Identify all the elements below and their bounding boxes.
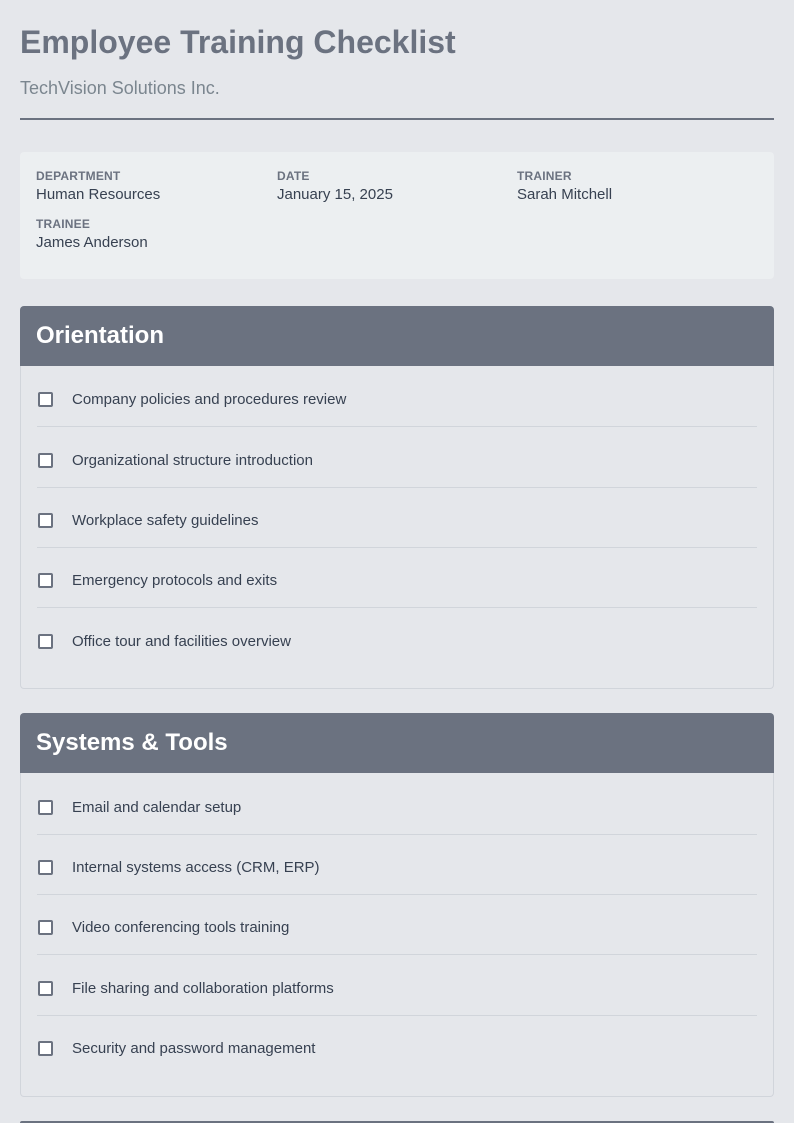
- department-field: [36, 169, 266, 204]
- checkbox[interactable]: [38, 860, 53, 875]
- section-title: Orientation: [36, 322, 165, 349]
- section-systems-tools: [20, 713, 774, 1097]
- checkbox[interactable]: [38, 573, 53, 588]
- department-value: Human Resources: [36, 186, 161, 203]
- trainer-value: Sarah Mitchell: [517, 186, 613, 203]
- trainer-field: [517, 169, 747, 204]
- document-title: Employee Training Checklist: [20, 24, 456, 60]
- trainee-label: TRAINEE: [36, 217, 91, 231]
- checklist-item-label: Emergency protocols and exits: [72, 572, 278, 589]
- checklist: [20, 773, 774, 1097]
- section-header: [20, 713, 774, 773]
- date-value: January 15, 2025: [277, 186, 393, 203]
- checklist-item[interactable]: [37, 366, 757, 427]
- checkbox[interactable]: [38, 453, 53, 468]
- section-header: [20, 306, 774, 366]
- company-name: TechVision Solutions Inc.: [20, 78, 220, 98]
- trainee-field: [36, 217, 266, 252]
- checklist-item[interactable]: [37, 1015, 757, 1075]
- trainer-label: TRAINER: [517, 169, 572, 183]
- checkbox[interactable]: [38, 513, 53, 528]
- checkbox[interactable]: [38, 981, 53, 996]
- checklist-item[interactable]: [37, 894, 757, 955]
- checklist-item[interactable]: [37, 955, 757, 1016]
- checklist: [20, 366, 774, 689]
- department-label: DEPARTMENT: [36, 169, 121, 183]
- checklist-item[interactable]: [37, 774, 757, 835]
- checkbox[interactable]: [38, 800, 53, 815]
- checklist-item[interactable]: [37, 834, 757, 895]
- trainee-info-panel: [20, 152, 774, 279]
- title-divider: [20, 118, 774, 120]
- checkbox[interactable]: [38, 392, 53, 407]
- checklist-item[interactable]: [37, 427, 757, 488]
- checklist-item[interactable]: [37, 487, 757, 548]
- checklist-item-label: Security and password management: [72, 1040, 316, 1057]
- section-title: Systems & Tools: [36, 729, 228, 756]
- checklist-item-label: Company policies and procedures review: [72, 391, 347, 408]
- checkbox[interactable]: [38, 1041, 53, 1056]
- checklist-item-label: Organizational structure introduction: [72, 452, 313, 469]
- checklist-item-label: Office tour and facilities overview: [72, 633, 291, 650]
- checklist-item-label: Internal systems access (CRM, ERP): [72, 859, 320, 876]
- checkbox[interactable]: [38, 634, 53, 649]
- checkbox[interactable]: [38, 920, 53, 935]
- checklist-item[interactable]: [37, 547, 757, 608]
- checklist-item-label: File sharing and collaboration platforms: [72, 980, 334, 997]
- checklist-item-label: Video conferencing tools training: [72, 919, 290, 936]
- date-label: DATE: [277, 169, 310, 183]
- checklist-item-label: Email and calendar setup: [72, 799, 242, 816]
- trainee-value: James Anderson: [36, 234, 148, 251]
- date-field: [277, 169, 507, 204]
- checklist-item[interactable]: [37, 608, 757, 668]
- section-orientation: [20, 306, 774, 689]
- checklist-item-label: Workplace safety guidelines: [72, 512, 259, 529]
